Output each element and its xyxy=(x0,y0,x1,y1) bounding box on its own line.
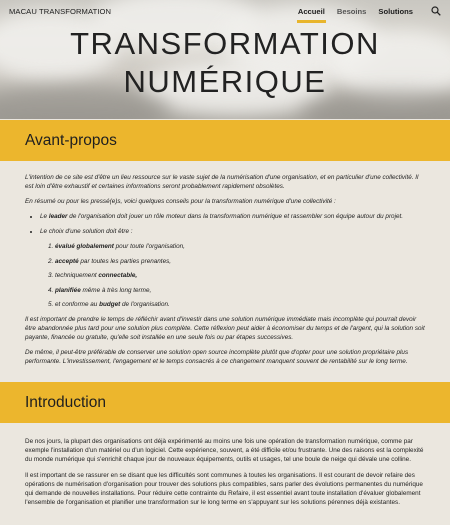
page-title-line1: TRANSFORMATION xyxy=(70,26,380,61)
list-item xyxy=(55,242,425,251)
nav-link-solutions[interactable]: Solutions xyxy=(378,6,413,16)
top-navigation xyxy=(0,0,450,22)
list-item-text: de l'organisation doit jouer un rôle moteur dans la transformation numérique et rassembler son équipe autour du projet. xyxy=(67,213,404,220)
hero-banner xyxy=(0,0,450,119)
list-item-emphasis: budget xyxy=(99,301,121,308)
introduction-paragraph-2: Il est important de se rassurer en se disant que les difficultés sont communes à toutes les organisations. Il est courant de devoir refaire des opérations de numérisation d'organisation pour trouver des solutions plus compatibles, sans parler des évolutions permanentes du numérique qui demande de nouvelles installations. Pour réduire cette contrainte du Refaire, il est essentiel avant toute installation d'évaluer globalement l'ensemble de l'organisation et planifier une transformation sur le long terme en s'appuyant sur les solutions pérennes déjà existantes. xyxy=(25,472,423,506)
nav-link-accueil[interactable]: Accueil xyxy=(297,6,325,16)
section-avant-propos xyxy=(0,120,450,382)
advice-list xyxy=(25,212,425,309)
list-item xyxy=(55,300,425,309)
list-item-emphasis: accepté xyxy=(55,257,79,265)
criteria-list xyxy=(40,242,425,309)
page-title xyxy=(0,25,450,101)
nav-links xyxy=(298,6,441,16)
intro-paragraph: L'intention de ce site est d'être un lieu ressource sur le vaste sujet de la numérisation d'une organisation, et en particulier d'une collectivité. Il est loin d'être exhaustif et certaines informations seront probablement rapidement obsolètes. xyxy=(25,174,419,190)
list-item xyxy=(40,227,425,309)
list-item-emphasis: évalué globalement xyxy=(55,243,114,250)
list-item-text: même à très long terme, xyxy=(80,286,152,294)
summary-paragraph: En résumé ou pour les pressé(e)s, voici quelques conseils pour la transformation numérique d'une collectivité : xyxy=(25,198,336,205)
section-introduction xyxy=(0,382,450,507)
list-item-text: Le choix d'une solution doit être : xyxy=(40,228,133,235)
nav-link-besoins[interactable]: Besoins xyxy=(336,6,367,16)
list-item-emphasis: connectable, xyxy=(98,272,138,279)
list-item xyxy=(40,212,425,221)
site-name[interactable]: MACAU TRANSFORMATION xyxy=(9,6,112,16)
important-paragraph: Il est important de prendre le temps de réfléchir avant d'investir dans une solution numérique immédiate mais incomplète qui pourrait devoir être abandonnée plus tard pour une solution plus complète. Cette réflexion peut aider à économiser du temps et de l'argent, qui la solution soit payante, financée ou gratuite, qu'elle soit installée en une seule fois ou par étapes successives. xyxy=(25,316,425,341)
list-item-text: Le xyxy=(40,213,49,220)
section-heading-avant-propos: Avant-propos xyxy=(0,120,450,161)
list-item-text: pour toute l'organisation, xyxy=(113,243,185,250)
list-item xyxy=(55,257,425,266)
list-item-emphasis: planifiée xyxy=(55,286,81,294)
section-heading-introduction: Introduction xyxy=(0,382,450,423)
introduction-paragraph-1: De nos jours, la plupart des organisations ont déjà expérimenté au moins une fois une opération de transformation numérique, comme par exemple l'installation d'un matériel ou d'un logiciel. Cette expérience, souvent, a été difficile et/ou frustrante. Une des raisons est la complexité du monde numérique qui s'enrichit chaque jour de nouveaux équipements, outils et usages, tel une boule de neige qui dévale une colline. xyxy=(25,438,424,463)
list-item-text: de l'organisation. xyxy=(120,301,170,308)
list-item-text: techniquement xyxy=(55,272,99,279)
list-item xyxy=(55,286,425,295)
introduction-content xyxy=(0,423,450,507)
page-title-line2: NUMÉRIQUE xyxy=(123,64,327,99)
list-item xyxy=(55,271,425,280)
list-item-emphasis: leader xyxy=(48,213,68,220)
list-item-text: et conforme au xyxy=(55,301,100,308)
list-item-text: par toutes les parties prenantes, xyxy=(78,257,172,265)
search-icon[interactable] xyxy=(431,6,441,16)
open-source-paragraph: De même, il peut-être préférable de conserver une solution open source incomplète plutôt que d'opter pour une solution propriétaire plus performante. L'investissement, l'engagement et le temps consacrés à ce changement manquent souvent de rentabilité sur le long terme. xyxy=(25,349,409,365)
avant-propos-content xyxy=(0,161,450,382)
